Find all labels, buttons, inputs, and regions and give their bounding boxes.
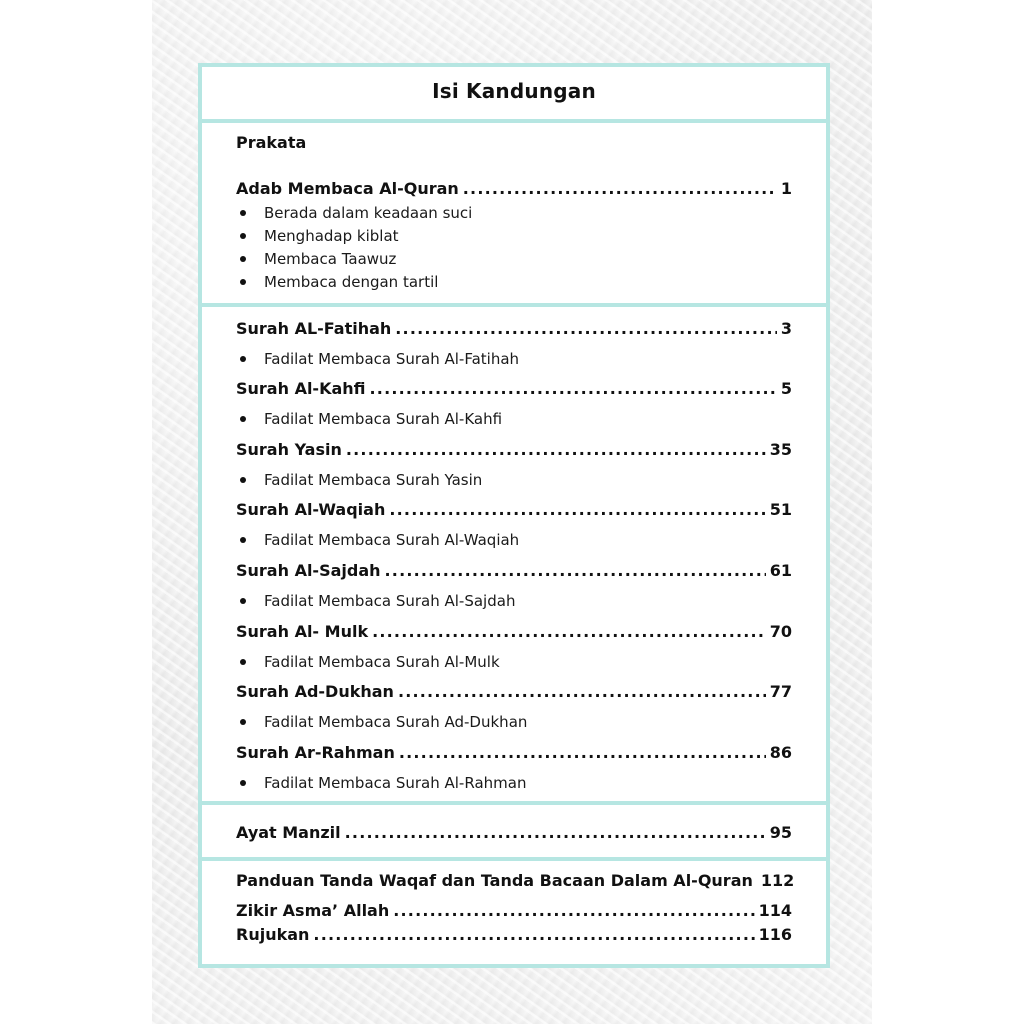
toc-entry-adab[interactable] xyxy=(236,179,792,199)
bullet-icon xyxy=(240,537,246,543)
toc-entry-surah[interactable]: Surah Al-Kahfi ..... 5 xyxy=(236,379,792,399)
bullet-icon xyxy=(240,356,246,362)
bullet-icon xyxy=(240,256,246,262)
toc-entry-zikir[interactable]: Zikir Asma’ Allah ..... 114 xyxy=(236,901,792,921)
list-item: Fadilat Membaca Surah Al-Kahfi xyxy=(236,409,776,429)
bullet-icon xyxy=(240,719,246,725)
toc-entry-panduan[interactable]: Panduan Tanda Waqaf dan Tanda Bacaan Dalam Al-Quran 112 xyxy=(236,871,795,890)
bullet-icon xyxy=(240,780,246,786)
list-item: Fadilat Membaca Surah Ad-Dukhan xyxy=(236,712,776,732)
bullet-icon xyxy=(240,279,246,285)
toc-entry-ayat-manzil[interactable]: Ayat Manzil ..... 95 xyxy=(236,823,792,843)
dot-leader xyxy=(372,622,766,642)
bullet-icon xyxy=(240,477,246,483)
dot-leader xyxy=(389,500,765,520)
dot-leader xyxy=(395,319,777,339)
list-item: Fadilat Membaca Surah Al-Mulk xyxy=(236,652,776,672)
toc-entry-rujukan[interactable]: Rujukan ..... 116 xyxy=(236,925,792,945)
dot-leader xyxy=(370,379,777,399)
dot-leader xyxy=(399,743,766,763)
toc-entry-page: 1 xyxy=(780,179,792,198)
dot-leader xyxy=(393,901,754,921)
dot-leader xyxy=(345,823,766,843)
page-title: Isi Kandungan xyxy=(432,79,596,103)
dot-leader xyxy=(385,561,766,581)
bullet-icon xyxy=(240,233,246,239)
toc-entry-surah[interactable]: Surah AL-Fatihah ..... 3 xyxy=(236,319,792,339)
toc-entry-surah[interactable]: Surah Ad-Dukhan ..... 77 xyxy=(236,682,792,702)
list-item: Membaca Taawuz xyxy=(236,249,776,269)
toc-entry-surah[interactable]: Surah Al- Mulk ..... 70 xyxy=(236,622,792,642)
bullet-icon xyxy=(240,659,246,665)
closing-section xyxy=(202,861,826,960)
list-item: Fadilat Membaca Surah Al-Fatihah xyxy=(236,349,776,369)
list-item: Fadilat Membaca Surah Al-Rahman xyxy=(236,773,776,793)
bullet-icon xyxy=(240,210,246,216)
toc-entry-surah[interactable]: Surah Al-Waqiah ..... 51 xyxy=(236,500,792,520)
list-item: Berada dalam keadaan suci xyxy=(236,203,776,223)
toc-entry-surah[interactable]: Surah Al-Sajdah ..... 61 xyxy=(236,561,792,581)
toc-entry-surah[interactable]: Surah Yasin ..... 35 xyxy=(236,440,792,460)
dot-leader xyxy=(398,682,766,702)
toc-title-section xyxy=(202,67,826,123)
table-of-contents xyxy=(198,63,830,968)
toc-entry-label: Adab Membaca Al-Quran xyxy=(236,179,459,198)
dot-leader xyxy=(313,925,754,945)
list-item: Membaca dengan tartil xyxy=(236,272,776,292)
list-item: Fadilat Membaca Surah Yasin xyxy=(236,470,776,490)
list-item: Fadilat Membaca Surah Al-Waqiah xyxy=(236,530,776,550)
ayat-manzil-section xyxy=(202,805,826,861)
list-item: Fadilat Membaca Surah Al-Sajdah xyxy=(236,591,776,611)
prakata-entry: Prakata xyxy=(236,133,307,152)
toc-entry-surah[interactable]: Surah Ar-Rahman ..... 86 xyxy=(236,743,792,763)
list-item: Menghadap kiblat xyxy=(236,226,776,246)
surah-section xyxy=(202,307,826,805)
dot-leader xyxy=(463,179,777,199)
bullet-icon xyxy=(240,416,246,422)
dot-leader xyxy=(346,440,766,460)
bullet-icon xyxy=(240,598,246,604)
intro-section xyxy=(202,123,826,307)
